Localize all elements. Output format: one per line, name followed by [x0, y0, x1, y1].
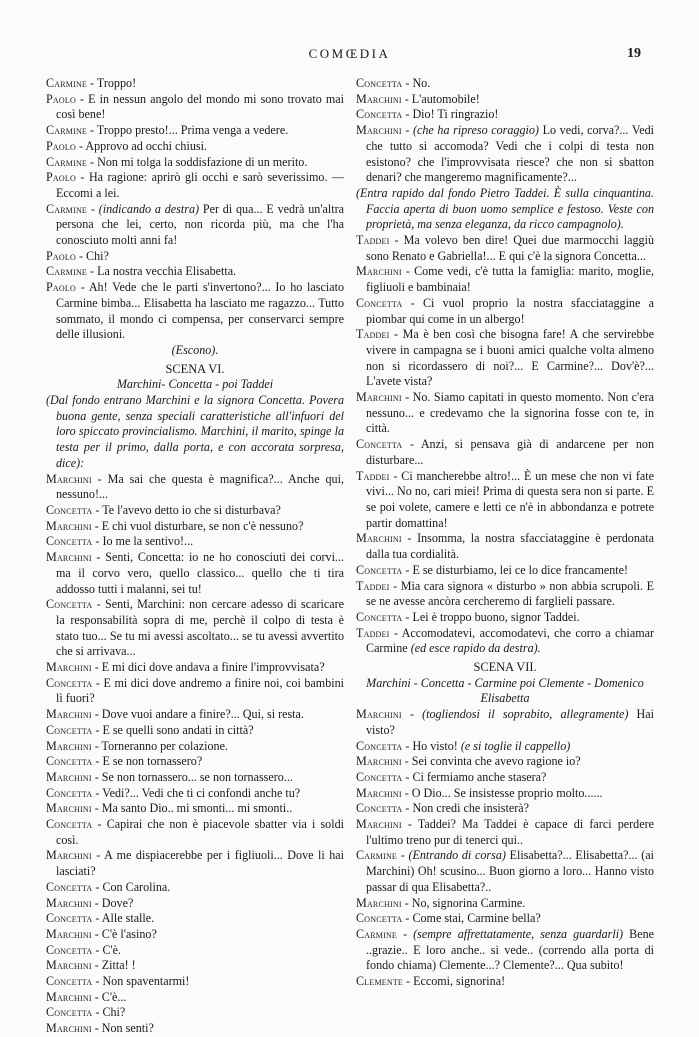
journal-title: COMŒDIA: [308, 46, 391, 61]
speaker-name: Carmine: [356, 848, 398, 863]
dialogue-line: Taddei - Ma volevo ben dire! Quei due marmocchi laggiù sono Renato e Gabriella!... E qui c'è la signora Concetta...: [356, 233, 654, 263]
dialogue-text: Lei è troppo buono, signor Taddei.: [412, 609, 580, 624]
right-column: [356, 76, 654, 990]
dialogue-text: Chi?: [102, 1005, 126, 1020]
dialogue-text: Hai visto?: [366, 707, 654, 737]
dialogue-line: Marchini - E mi dici dove andava a finire l'improvvisata?: [46, 660, 325, 675]
speaker-name: Marchini: [356, 754, 402, 769]
speaker-name: Carmine: [46, 201, 88, 216]
dialogue-text: Sei convinta che avevo ragione io?: [411, 754, 581, 769]
dialogue-line: Paolo - Chi?: [46, 248, 109, 263]
dialogue-line: Concetta - Con Carolina.: [46, 879, 171, 894]
speaker-name: Paolo: [46, 138, 76, 153]
speaker-name: Taddei: [356, 468, 390, 483]
dialogue-line: Concetta - Chi?: [46, 1005, 126, 1020]
dialogue-text: Bene ..grazie.. E loro anche.. si vede.. (correndo alla porta di fondo chiama) Clemente...? Clemente?... Qua subito!: [366, 926, 654, 973]
dialogue-line: Marchini - Ma sai che questa è magnifica?... Anche qui, nessuno!...: [46, 471, 344, 502]
dialogue-line: Concetta - Alle stalle.: [46, 911, 155, 926]
speaker-name: Marchini: [356, 817, 402, 832]
speaker-name: Concetta: [356, 911, 403, 926]
dialogue-text: Alle stalle.: [101, 911, 155, 926]
speaker-name: Paolo: [46, 170, 76, 185]
speaker-name: Taddei: [356, 233, 390, 248]
dialogue-text: Ha ragione: aprirò gli occhi e sarò severissimo. — Eccomi a lei.: [56, 170, 345, 200]
speaker-name: Clemente: [356, 974, 403, 989]
dialogue-line: Marchini - O Dio... Se insistesse proprio molto......: [356, 785, 603, 800]
dialogue-line: Concetta - Anzi, si pensava già di andarcene per non disturbare...: [356, 437, 654, 467]
speaker-name: Concetta: [356, 738, 403, 753]
dialogue-text: Ho visto!: [412, 738, 458, 753]
dialogue-text: La nostra vecchia Elisabetta.: [97, 264, 237, 279]
dialogue-text: Elisabetta?... Elisabetta?... (ai Marchini) Oh! scusino... Buon giorno a loro... Hanno visto passar di qua Elisabetta?..: [366, 848, 655, 894]
stage-note: (sempre affrettatamente, senza guardarli): [413, 926, 624, 941]
dialogue-text: C'è.: [102, 942, 122, 957]
dialogue-line: Concetta - E se non tornassero?: [46, 754, 203, 769]
speaker-name: Marchini: [46, 769, 92, 784]
dialogue-line: Taddei - Accomodatevi, accomodatevi, che corro a chiamar Carmine (ed esce rapido da destra).: [356, 625, 654, 656]
stage-note: (indicando a destra): [98, 201, 200, 216]
speaker-name: Concetta: [46, 502, 93, 517]
dialogue-line: Concetta - E se quelli sono andati in città?: [46, 722, 254, 737]
dialogue-line: Concetta - Te l'avevo detto io che si disturbava?: [46, 502, 281, 517]
dialogue-line: Concetta - Io me la sentivo!...: [46, 534, 194, 549]
speaker-name: Carmine: [46, 123, 88, 138]
dialogue-line: Concetta - Ho visto! (e si toglie il cappello): [356, 738, 571, 753]
dialogue-line: Concetta - E se disturbiamo, lei ce lo dice francamente!: [356, 562, 629, 577]
dialogue-text: O Dio... Se insistesse proprio molto......: [411, 785, 603, 800]
dialogue-line: Marchini - Senti, Concetta: io ne ho conosciuti dei corvi... ma il corvo vero, quello classico... quello che ti tira addosso tutti i malanni, sei tu!: [46, 550, 344, 596]
stage-direction: (Dal fondo entrano Marchini e la signora Concetta. Povera buona gente, senza speciali caratteristiche all'infuori del loro spiccato provincialismo. Marchini, il marito, spinge la testa per il primo, dalla porta, e con accorata sorpresa, dice):: [46, 393, 344, 470]
dialogue-text: E chi vuol disturbare, se non c'è nessuno?: [101, 518, 304, 533]
dialogue-text: Approvo ad occhi chiusi.: [85, 138, 207, 153]
dialogue-text: Ma volevo ben dire! Quei due marmocchi laggiù sono Renato e Gabriella!... E qui c'è la signora Concetta...: [366, 233, 654, 263]
stage-note: (e si toglie il cappello): [460, 738, 571, 753]
dialogue-text: Capirai che non è piacevole sbatter via i soldi così.: [56, 817, 344, 847]
speaker-name: Concetta: [46, 534, 93, 549]
speaker-name: Marchini: [46, 801, 92, 816]
dialogue-line: Carmine - (sempre affrettatamente, senza guardarli) Bene ..grazie.. E loro anche.. si vede.. (correndo alla porta di fondo chiama) Clemente...? Clemente?... Qua subito!: [356, 926, 654, 973]
dialogue-line: Marchini - Zitta! !: [46, 958, 136, 973]
dialogue-line: Marchini - No, signorina Carmine.: [356, 895, 526, 910]
dialogue-text: Io me la sentivo!...: [102, 534, 194, 549]
speaker-name: Marchini: [356, 390, 402, 405]
dialogue-line: Concetta - Lei è troppo buono, signor Taddei.: [356, 609, 580, 624]
speaker-name: Carmine: [46, 76, 88, 90]
dialogue-line: Concetta - No.: [356, 76, 431, 90]
dialogue-text: Senti, Concetta: io ne ho conosciuti dei corvi... ma il corvo vero, quello classico... quello che ti tira addosso tutti i malanni, sei tu!: [56, 550, 344, 596]
speaker-name: Taddei: [356, 625, 390, 640]
dialogue-line: Clemente - Eccomi, signorina!: [356, 974, 506, 989]
dialogue-text: E mi dici dove andremo a finire noi, coi bambini lì fuori?: [56, 675, 345, 706]
dialogue-line: Paolo - E in nessun angolo del mondo mi sono trovato mai così bene!: [46, 91, 345, 122]
speaker-name: Marchini: [46, 518, 92, 533]
dialogue-text: Ah! Vede che le parti s'invertono?... Io ho lasciato Carmine bimba... Elisabetta ha lasciato me ragazzo... Tutto sommato, il mondo ci compensa, per conservarci sempre delle illusioni.: [56, 280, 344, 342]
speaker-name: Marchini: [356, 707, 402, 722]
dialogue-text: E mi dici dove andava a finire l'improvvisata?: [101, 660, 325, 675]
speaker-name: Concetta: [356, 295, 403, 310]
dialogue-text: Chi?: [86, 248, 109, 263]
speaker-name: Concetta: [46, 722, 93, 737]
speaker-name: Concetta: [356, 107, 403, 122]
speaker-name: Taddei: [356, 578, 390, 593]
dialogue-line: Marchini - C'è...: [46, 989, 127, 1004]
speaker-name: Paolo: [46, 248, 76, 263]
page-number: 19: [627, 46, 641, 61]
speaker-name: Marchini: [46, 848, 92, 863]
speaker-name: Concetta: [356, 801, 403, 816]
speaker-name: Marchini: [356, 123, 402, 138]
stage-direction: (Entra rapido dal fondo Pietro Taddei. È sulla cinquantina. Faccia aperta di buon uomo semplice e festoso. Veste con proprietà, ma senza eleganza, da ricco campagnolo).: [356, 185, 654, 232]
dialogue-text: C'è...: [101, 989, 127, 1004]
speaker-name: Marchini: [46, 707, 92, 722]
dialogue-line: Carmine - (indicando a destra) Per di qua... E vedrà un'altra persona che lei, certo, non ricorda più, ma che l'ha conosciuto molti anni fa!: [46, 201, 344, 248]
dialogue-line: Paolo - Ah! Vede che le parti s'invertono?... Io ho lasciato Carmine bimba... Elisabetta ha lasciato me ragazzo... Tutto sommato, il mondo ci compensa, per conservarci sempre delle illusioni.: [46, 280, 344, 342]
speaker-name: Concetta: [46, 911, 93, 926]
dialogue-line: Marchini - Dove?: [46, 895, 134, 910]
speaker-name: Concetta: [46, 785, 93, 800]
dialogue-line: Concetta - Dio! Ti ringrazio!: [356, 107, 499, 122]
dialogue-text: No, signorina Carmine.: [411, 895, 526, 910]
speaker-name: Marchini: [46, 958, 92, 973]
dialogue-text: Non mi tolga la soddisfazione di un merito.: [97, 154, 308, 169]
dialogue-line: Concetta - Ci vuol proprio la nostra sfacciataggine a piombar qui come in un albergo!: [356, 295, 654, 326]
speaker-name: Concetta: [46, 597, 93, 612]
speaker-name: Concetta: [356, 437, 403, 452]
speaker-name: Marchini: [356, 895, 402, 910]
stage-note: (che ha ripreso coraggio): [412, 123, 539, 138]
scene-heading: SCENA VII.: [473, 660, 537, 675]
speaker-name: Marchini: [46, 471, 92, 486]
speaker-name: Concetta: [46, 817, 93, 832]
dialogue-line: Paolo - Ha ragione: aprirò gli occhi e sarò severissimo. — Eccomi a lei.: [46, 170, 345, 200]
dialogue-line: Carmine - (Entrando di corsa) Elisabetta?... Elisabetta?... (ai Marchini) Oh! scusino... Buon giorno a loro... Hanno visto passar di qua Elisabetta?..: [356, 848, 655, 894]
dialogue-line: Concetta - Ci fermiamo anche stasera?: [356, 769, 547, 784]
speaker-name: Carmine: [46, 154, 88, 169]
dialogue-text: Ci vuol proprio la nostra sfacciataggine a piombar qui come in un albergo!: [366, 295, 654, 326]
speaker-name: Concetta: [46, 754, 93, 769]
speaker-name: Marchini: [46, 738, 92, 753]
dialogue-text: Lo vedi, corva?... Vedi che tutto si accomoda? Vedi che i colpi di testa non esistono? che l'improvvisata riesce? che non si sbatton denari? che mangeremo magnificamente?...: [366, 123, 655, 185]
dialogue-text: Taddei? Ma Taddei è capace di farci perdere l'ultimo treno pur di tenerci qui..: [366, 817, 654, 847]
dialogue-text: Te l'avevo detto io che si disturbava?: [102, 502, 281, 517]
speaker-name: Concetta: [46, 879, 93, 894]
dialogue-line: Carmine - Troppo!: [46, 76, 137, 90]
dialogue-text: No.: [412, 76, 431, 90]
dialogue-text: Insomma, la nostra sfacciataggine è perdonata dalla tua cordialità.: [366, 531, 654, 562]
left-column: [46, 76, 344, 1037]
dialogue-line: Concetta - Capirai che non è piacevole sbatter via i soldi così.: [46, 817, 344, 847]
dialogue-line: Concetta - C'è.: [46, 942, 122, 957]
dialogue-text: Zitta! !: [101, 958, 136, 973]
speaker-name: Marchini: [46, 895, 92, 910]
dialogue-text: A me dispiacerebbe per i figliuoli... Dove li hai lasciati?: [56, 848, 344, 879]
speaker-name: Marchini: [356, 264, 402, 279]
dialogue-line: Concetta - Vedi?... Vedi che ti ci confondi anche tu?: [46, 785, 301, 800]
dialogue-text: Torneranno per colazione.: [101, 738, 228, 753]
speaker-name: Concetta: [46, 974, 93, 989]
dialogue-text: E se quelli sono andati in città?: [102, 722, 254, 737]
dialogue-line: Concetta - Come stai, Carmine bella?: [356, 911, 541, 926]
dialogue-text: Come stai, Carmine bella?: [412, 911, 541, 926]
dialogue-text: Con Carolina.: [102, 879, 171, 894]
dialogue-text: E se non tornassero?: [102, 754, 203, 769]
dialogue-text: Dove vuoi andare a finire?... Qui, si resta.: [101, 707, 304, 722]
dialogue-text: Eccomi, signorina!: [413, 974, 506, 989]
dialogue-line: Marchini - Dove vuoi andare a finire?... Qui, si resta.: [46, 707, 304, 722]
dialogue-line: Marchini - Torneranno per colazione.: [46, 738, 228, 753]
dialogue-line: Marchini - Come vedi, c'è tutta la famiglia: marito, moglie, figliuoli e bambinaia!: [356, 264, 654, 295]
dialogue-text: Non credi che insisterà?: [412, 801, 529, 816]
dialogue-text: Dove?: [101, 895, 134, 910]
dialogue-line: Marchini - No. Siamo capitati in questo momento. Non c'era nessuno... e credevamo che la signorina fosse con te, in città.: [356, 390, 654, 436]
dialogue-text: Anzi, si pensava già di andarcene per non disturbare...: [366, 437, 654, 467]
dialogue-line: Taddei - Ma è ben così che bisogna fare! A che servirebbe vivere in campagna se i buoni amici qualche volta almeno non si ricordassero di noi?... E Carmine?... Dov'è?... L'avete vista?: [356, 327, 654, 389]
dialogue-text: Vedi?... Vedi che ti ci confondi anche tu?: [102, 785, 301, 800]
speaker-name: Marchini: [46, 550, 92, 565]
dialogue-text: Mia cara signora « disturbo » non abbia scrupoli. E se ne avesse ancòra cercheremo di farglieli passare.: [366, 578, 654, 609]
dialogue-line: Carmine - La nostra vecchia Elisabetta.: [46, 264, 237, 279]
dialogue-text: Troppo presto!... Prima venga a vedere.: [96, 123, 289, 138]
dialogue-text: Ci fermiamo anche stasera?: [412, 769, 547, 784]
dialogue-line: Marchini - Ma santo Dio.. mi smonti... mi smonti..: [46, 801, 293, 816]
dialogue-line: Carmine - Troppo presto!... Prima venga a vedere.: [46, 123, 289, 138]
dialogue-line: Marchini - A me dispiacerebbe per i figliuoli... Dove li hai lasciati?: [46, 848, 344, 879]
dialogue-text: Ma sai che questa è magnifica?... Anche qui, nessuno!...: [56, 471, 344, 502]
speaker-name: Marchini: [356, 785, 402, 800]
dialogue-line: Concetta - Non spaventarmi!: [46, 974, 190, 989]
dialogue-text: C'è l'asino?: [101, 926, 157, 941]
stage-note: (Entrando di corsa): [408, 848, 506, 863]
dialogue-text: Non spaventarmi!: [102, 974, 190, 989]
dialogue-text: L'automobile!: [411, 91, 480, 106]
stage-direction: (Escono).: [171, 342, 219, 357]
dialogue-line: Marchini - Non senti?: [46, 1021, 154, 1036]
dialogue-text: Ci mancherebbe altro!... È un mese che non vi fate vivi... No no, cari miei! Prima di questa sera non si parte. E se poi volete, camere e letti ce n'è in abbondanza e potrete partir domattina!: [366, 468, 654, 530]
speaker-name: Concetta: [46, 942, 93, 957]
dialogue-text: Se non tornassero... se non tornassero...: [101, 769, 293, 784]
dialogue-text: Dio! Ti ringrazio!: [412, 107, 499, 122]
dialogue-line: Marchini - Sei convinta che avevo ragione io?: [356, 754, 581, 769]
dialogue-line: Marchini - Insomma, la nostra sfacciataggine è perdonata dalla tua cordialità.: [356, 531, 654, 562]
dialogue-text: Senti, Marchini: non cercare adesso di scaricare la responsabilità sopra di me, perchè il colpo di testa è stato tuo... Se tu mi avessi ascoltato... se tu avessi avvertito che si arrivava...: [56, 597, 344, 659]
speaker-name: Concetta: [356, 609, 403, 624]
speaker-name: Marchini: [46, 926, 92, 941]
dialogue-text: Non senti?: [101, 1021, 154, 1036]
dialogue-line: Paolo - Approvo ad occhi chiusi.: [46, 138, 207, 153]
speaker-name: Marchini: [356, 91, 402, 106]
dialogue-text: Accomodatevi, accomodatevi, che corro a chiamar Carmine: [366, 625, 654, 656]
dialogue-line: Concetta - Non credi che insisterà?: [356, 801, 529, 816]
speaker-name: Marchini: [356, 531, 402, 546]
dialogue-text: No. Siamo capitati in questo momento. Non c'era nessuno... e credevamo che la signorina fosse con te, in città.: [366, 390, 654, 436]
speaker-name: Carmine: [46, 264, 88, 279]
dialogue-line: Carmine - Non mi tolga la soddisfazione di un merito.: [46, 154, 308, 169]
stage-note: (togliendosi il soprabito, allegramente): [422, 707, 629, 722]
dialogue-text: E in nessun angolo del mondo mi sono trovato mai così bene!: [56, 91, 345, 122]
speaker-name: Taddei: [356, 327, 390, 342]
scene-characters: Marchini - Concetta - Carmine poi Clemente - Domenico Elisabetta: [366, 675, 644, 706]
speaker-name: Carmine: [356, 926, 398, 941]
dialogue-line: Marchini - E chi vuol disturbare, se non c'è nessuno?: [46, 518, 304, 533]
speaker-name: Marchini: [46, 989, 92, 1004]
speaker-name: Concetta: [356, 76, 403, 90]
dialogue-line: Concetta - Senti, Marchini: non cercare adesso di scaricare la responsabilità sopra di me, perchè il colpo di testa è stato tuo... Se tu mi avessi ascoltato... se tu avessi avvertito che si arrivava...: [46, 597, 344, 659]
speaker-name: Marchini: [46, 1021, 92, 1036]
dialogue-line: Marchini - Taddei? Ma Taddei è capace di farci perdere l'ultimo treno pur di tenerci qui..: [356, 817, 654, 847]
dialogue-text: Per di qua... E vedrà un'altra persona che lei, certo, non ricorda più, ma che l'ha conosciuto molti anni fa!: [56, 201, 344, 248]
speaker-name: Concetta: [46, 675, 93, 690]
speaker-name: Concetta: [356, 562, 403, 577]
dialogue-line: Marchini - Se non tornassero... se non tornassero...: [46, 769, 293, 784]
dialogue-text: E se disturbiamo, lei ce lo dice francamente!: [412, 562, 629, 577]
dialogue-text: Troppo!: [96, 76, 137, 90]
speaker-name: Marchini: [46, 660, 92, 675]
stage-note: (ed esce rapido da destra).: [410, 641, 541, 656]
scene-heading: SCENA VI.: [165, 361, 225, 376]
speaker-name: Paolo: [46, 280, 76, 295]
speaker-name: Concetta: [46, 1005, 93, 1020]
speaker-name: Paolo: [46, 91, 76, 106]
dialogue-text: Ma è ben così che bisogna fare! A che servirebbe vivere in campagna se i buoni amici qualche volta almeno non si ricordassero di noi?... E Carmine?... Dov'è?... L'avete vista?: [366, 327, 654, 389]
dialogue-line: Concetta - E mi dici dove andremo a finire noi, coi bambini lì fuori?: [46, 675, 345, 706]
dialogue-line: Marchini - L'automobile!: [356, 91, 480, 106]
scene-characters: Marchini- Concetta - poi Taddei: [116, 377, 274, 392]
running-header: [0, 46, 699, 66]
speaker-name: Concetta: [356, 769, 403, 784]
dialogue-line: Marchini - C'è l'asino?: [46, 926, 157, 941]
dialogue-line: Taddei - Ci mancherebbe altro!... È un mese che non vi fate vivi... No no, cari miei! Prima di questa sera non si parte. E se poi volete, camere e letti ce n'è in abbondanza e potrete partir domattina!: [356, 468, 654, 530]
dialogue-text: Come vedi, c'è tutta la famiglia: marito, moglie, figliuoli e bambinaia!: [366, 264, 654, 295]
dialogue-line: Taddei - Mia cara signora « disturbo » non abbia scrupoli. E se ne avesse ancòra cercheremo di farglieli passare.: [356, 578, 654, 609]
dialogue-text: Ma santo Dio.. mi smonti... mi smonti..: [101, 801, 293, 816]
dialogue-line: Marchini - (togliendosi il soprabito, allegramente) Hai visto?: [356, 707, 654, 737]
dialogue-line: Marchini - (che ha ripreso coraggio) Lo vedi, corva?... Vedi che tutto si accomoda? Vedi che i colpi di testa non esistono? che l'improvvisata riesce? che non si sbatton denari? che mangeremo magnificamente?...: [356, 123, 655, 185]
